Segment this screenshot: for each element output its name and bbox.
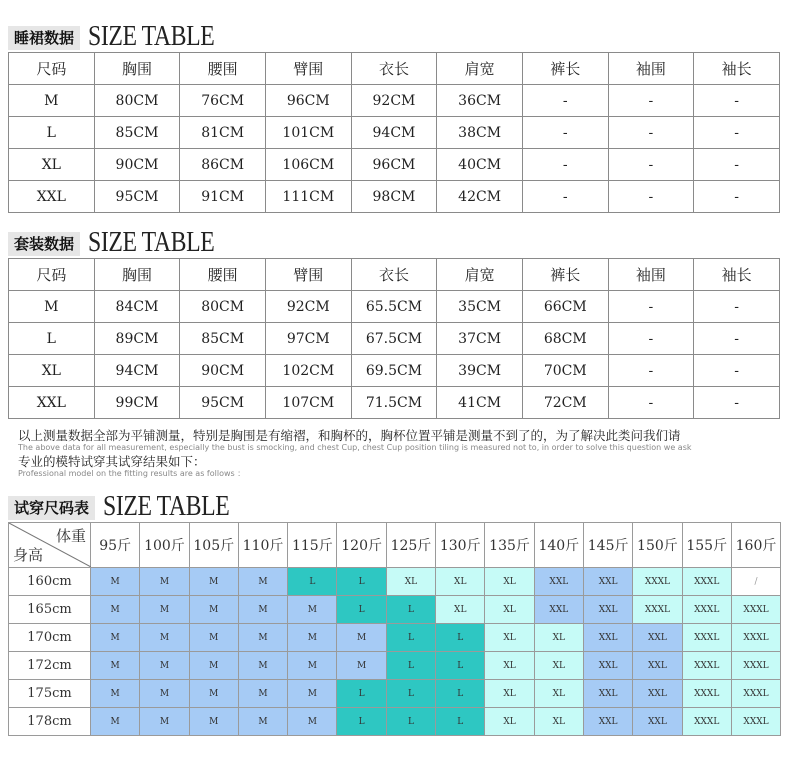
fit-size-cell: XXL [583, 568, 632, 596]
measurement-cell: 94CM [351, 117, 437, 149]
fit-size-cell: M [288, 680, 337, 708]
measurement-cell: 38CM [437, 117, 523, 149]
weight-header: 120斤 [337, 523, 386, 568]
fit-size-cell: M [140, 568, 189, 596]
fit-size-cell: L [386, 652, 435, 680]
height-label-cell: 165cm [9, 596, 91, 624]
measurement-cell: 89CM [94, 323, 180, 355]
height-label-cell: 178cm [9, 708, 91, 736]
measurement-cell: 71.5CM [351, 387, 437, 419]
measurement-cell: 85CM [94, 117, 180, 149]
fit-size-cell: M [189, 568, 238, 596]
fit-size-cell: XXL [534, 568, 583, 596]
measurement-cell: 94CM [94, 355, 180, 387]
measurement-cell: - [694, 291, 780, 323]
fit-size-cell: M [140, 680, 189, 708]
measurement-cell: 80CM [180, 291, 266, 323]
weight-header: 130斤 [436, 523, 485, 568]
fit-size-cell: L [386, 680, 435, 708]
measurement-cell: 98CM [351, 181, 437, 213]
corner-header-cell [9, 523, 91, 568]
measurement-cell: - [608, 117, 694, 149]
fit-size-cell: XL [485, 596, 534, 624]
column-header: 裤长 [522, 259, 608, 291]
measurement-cell: 40CM [437, 149, 523, 181]
measurement-cell: - [522, 181, 608, 213]
weight-header: 100斤 [140, 523, 189, 568]
measurement-cell: 85CM [180, 323, 266, 355]
fit-size-cell: XXXL [682, 708, 731, 736]
weight-header: 150斤 [633, 523, 682, 568]
fit-size-cell: M [238, 680, 287, 708]
fit-size-cell: L [337, 568, 386, 596]
column-header: 裤长 [522, 53, 608, 85]
fit-size-cell: M [140, 652, 189, 680]
size-label-cell: L [9, 323, 95, 355]
fit-size-cell: M [91, 596, 140, 624]
measurement-cell: 90CM [94, 149, 180, 181]
weight-header: 160斤 [731, 523, 780, 568]
measurement-cell: - [694, 85, 780, 117]
column-header: 臂围 [265, 259, 351, 291]
weight-header: 95斤 [91, 523, 140, 568]
column-header: 袖长 [694, 259, 780, 291]
size-label-cell: M [9, 85, 95, 117]
section-header [8, 226, 780, 256]
fit-size-cell: XXXL [682, 680, 731, 708]
fit-size-cell: M [189, 624, 238, 652]
column-header: 腰围 [180, 53, 266, 85]
column-header: 袖长 [694, 53, 780, 85]
measurement-cell: 96CM [265, 85, 351, 117]
fit-size-cell: XL [534, 624, 583, 652]
height-label-cell: 160cm [9, 568, 91, 596]
fit-size-cell: M [140, 596, 189, 624]
measurement-cell: - [694, 323, 780, 355]
fit-size-cell: M [238, 652, 287, 680]
height-row [9, 680, 781, 708]
column-header: 袖围 [608, 259, 694, 291]
model-note [18, 452, 788, 478]
fit-size-cell: XXXL [731, 680, 780, 708]
measurement-cell: - [608, 355, 694, 387]
measurement-cell: 91CM [180, 181, 266, 213]
fit-size-cell: M [238, 568, 287, 596]
fit-size-cell: M [91, 652, 140, 680]
fit-size-cell: L [337, 680, 386, 708]
measurement-cell: 95CM [180, 387, 266, 419]
note-english: The above data for all measurement, especially the bust is smocking, and chest Cup, chest Cup position tiling is measured not to, in order to solve this question we ask [18, 443, 692, 452]
fit-size-cell: M [91, 624, 140, 652]
table-header-row [9, 53, 780, 85]
fit-size-cell: XL [485, 652, 534, 680]
fit-size-cell: M [189, 596, 238, 624]
section-header [8, 490, 780, 520]
fit-size-cell: L [436, 708, 485, 736]
fit-size-cell: M [238, 708, 287, 736]
fit-size-cell: XXXL [633, 568, 682, 596]
measurement-cell: 99CM [94, 387, 180, 419]
measurement-cell: 41CM [437, 387, 523, 419]
section-label: 套装数据 [8, 232, 80, 256]
measurement-cell: 106CM [265, 149, 351, 181]
nightdress-size-section [8, 20, 780, 213]
column-header: 臂围 [265, 53, 351, 85]
weight-header: 125斤 [386, 523, 435, 568]
measurement-cell: - [694, 149, 780, 181]
measurement-cell: 84CM [94, 291, 180, 323]
fit-size-cell: XL [485, 680, 534, 708]
measurement-cell: - [522, 117, 608, 149]
weight-header: 140斤 [534, 523, 583, 568]
fitting-size-table [8, 522, 781, 736]
fit-size-cell: L [436, 624, 485, 652]
measurement-cell: 92CM [265, 291, 351, 323]
section-title: SIZE TABLE [103, 490, 230, 522]
column-header: 腰围 [180, 259, 266, 291]
fit-size-cell: XXL [633, 680, 682, 708]
fit-size-cell: M [288, 708, 337, 736]
table-row [9, 291, 780, 323]
fit-size-cell: XXL [633, 708, 682, 736]
fit-size-cell: L [386, 596, 435, 624]
section-label: 试穿尺码表 [8, 496, 95, 520]
fit-size-cell: XXL [583, 708, 632, 736]
measurement-cell: 86CM [180, 149, 266, 181]
fit-size-cell: XL [386, 568, 435, 596]
fit-size-cell: XXXL [731, 624, 780, 652]
weight-header-row [9, 523, 781, 568]
fit-size-cell: XL [485, 708, 534, 736]
table-header-row [9, 259, 780, 291]
fit-size-cell: L [337, 708, 386, 736]
table-row [9, 387, 780, 419]
measurement-cell: 36CM [437, 85, 523, 117]
column-header: 肩宽 [437, 53, 523, 85]
measurement-cell: - [608, 85, 694, 117]
fit-size-cell: XXL [633, 652, 682, 680]
measurement-cell: - [522, 149, 608, 181]
table-row [9, 149, 780, 181]
size-label-cell: L [9, 117, 95, 149]
fit-size-cell: M [288, 652, 337, 680]
size-label-cell: XXL [9, 387, 95, 419]
measurement-cell: 90CM [180, 355, 266, 387]
set-size-table [8, 258, 780, 419]
fit-size-cell: M [238, 624, 287, 652]
measurement-cell: 69.5CM [351, 355, 437, 387]
fit-size-cell: XXL [583, 624, 632, 652]
table-row [9, 181, 780, 213]
fit-size-cell: XXXL [633, 596, 682, 624]
fit-size-cell: L [288, 568, 337, 596]
height-label-cell: 175cm [9, 680, 91, 708]
fit-size-cell: L [337, 596, 386, 624]
measurement-cell: - [608, 387, 694, 419]
measurement-cell: 96CM [351, 149, 437, 181]
measurement-cell: 95CM [94, 181, 180, 213]
fit-size-cell: XL [436, 596, 485, 624]
height-axis-label: 身高 [13, 546, 44, 564]
size-label-cell: XL [9, 149, 95, 181]
measurement-cell: - [694, 387, 780, 419]
measurement-cell: 67.5CM [351, 323, 437, 355]
weight-header: 105斤 [189, 523, 238, 568]
height-row [9, 624, 781, 652]
measurement-cell: - [694, 355, 780, 387]
fit-size-cell: / [731, 568, 780, 596]
set-size-section [8, 226, 780, 419]
height-row [9, 596, 781, 624]
table-row [9, 117, 780, 149]
fit-size-cell: M [238, 596, 287, 624]
weight-header: 135斤 [485, 523, 534, 568]
measurement-cell: - [608, 291, 694, 323]
fit-size-cell: M [337, 652, 386, 680]
measurement-cell: 111CM [265, 181, 351, 213]
measurement-cell: 81CM [180, 117, 266, 149]
fit-size-cell: XXXL [682, 596, 731, 624]
section-title: SIZE TABLE [88, 20, 215, 52]
measurement-cell: 107CM [265, 387, 351, 419]
measurement-cell: - [608, 149, 694, 181]
height-label-cell: 172cm [9, 652, 91, 680]
column-header: 胸围 [94, 259, 180, 291]
measurement-cell: 37CM [437, 323, 523, 355]
nightdress-size-table [8, 52, 780, 213]
note-chinese: 专业的模特试穿其试穿结果如下： [18, 454, 206, 469]
column-header: 衣长 [351, 259, 437, 291]
fit-size-cell: XXXL [682, 568, 731, 596]
height-label-cell: 170cm [9, 624, 91, 652]
table-row [9, 355, 780, 387]
measurement-cell: 101CM [265, 117, 351, 149]
measurement-cell: 65.5CM [351, 291, 437, 323]
fitting-size-section [8, 490, 780, 736]
fit-size-cell: XXXL [731, 652, 780, 680]
fit-size-cell: M [140, 708, 189, 736]
fit-size-cell: L [386, 624, 435, 652]
note-english: Professional model on the fitting results are as follows ： [18, 469, 246, 478]
measurement-cell: - [608, 181, 694, 213]
fit-size-cell: M [288, 596, 337, 624]
fit-size-cell: M [189, 680, 238, 708]
fit-size-cell: M [91, 708, 140, 736]
height-row [9, 652, 781, 680]
fit-size-cell: L [436, 680, 485, 708]
fit-size-cell: L [436, 652, 485, 680]
weight-header: 110斤 [238, 523, 287, 568]
column-header: 衣长 [351, 53, 437, 85]
column-header: 尺码 [9, 53, 95, 85]
fit-size-cell: XXXL [682, 652, 731, 680]
fit-size-cell: XL [534, 680, 583, 708]
height-row [9, 708, 781, 736]
fit-size-cell: XL [485, 568, 534, 596]
table-row [9, 323, 780, 355]
fit-size-cell: XXL [583, 596, 632, 624]
fit-size-cell: M [140, 624, 189, 652]
fit-size-cell: M [288, 624, 337, 652]
fit-size-cell: M [91, 680, 140, 708]
measurement-cell: 39CM [437, 355, 523, 387]
measurement-cell: - [522, 85, 608, 117]
fit-size-cell: XL [534, 652, 583, 680]
fit-size-cell: XXL [633, 624, 682, 652]
measurement-cell: 42CM [437, 181, 523, 213]
fit-size-cell: XXL [583, 652, 632, 680]
fit-size-cell: L [386, 708, 435, 736]
section-title: SIZE TABLE [88, 226, 215, 258]
weight-axis-label: 体重 [55, 527, 86, 545]
measurement-cell: 76CM [180, 85, 266, 117]
measurement-cell: - [608, 323, 694, 355]
fit-size-cell: XXL [534, 596, 583, 624]
column-header: 尺码 [9, 259, 95, 291]
size-label-cell: M [9, 291, 95, 323]
weight-header: 155斤 [682, 523, 731, 568]
measurement-cell: 66CM [522, 291, 608, 323]
height-row [9, 568, 781, 596]
fit-size-cell: M [189, 652, 238, 680]
weight-header: 115斤 [288, 523, 337, 568]
measurement-cell: - [694, 181, 780, 213]
measurement-cell: 80CM [94, 85, 180, 117]
measurement-cell: - [694, 117, 780, 149]
size-label-cell: XXL [9, 181, 95, 213]
fit-size-cell: XXXL [682, 624, 731, 652]
measurement-cell: 70CM [522, 355, 608, 387]
fit-size-cell: M [337, 624, 386, 652]
weight-header: 145斤 [583, 523, 632, 568]
measurement-cell: 72CM [522, 387, 608, 419]
section-label: 睡裙数据 [8, 26, 80, 50]
column-header: 袖围 [608, 53, 694, 85]
fit-size-cell: XXXL [731, 708, 780, 736]
measurement-note [18, 426, 788, 452]
column-header: 肩宽 [437, 259, 523, 291]
fit-size-cell: XL [534, 708, 583, 736]
fit-size-cell: M [189, 708, 238, 736]
measurement-cell: 97CM [265, 323, 351, 355]
column-header: 胸围 [94, 53, 180, 85]
measurement-cell: 92CM [351, 85, 437, 117]
fit-size-cell: XXL [583, 680, 632, 708]
note-chinese: 以上测量数据全部为平铺测量，特别是胸围是有缩褶，和胸杯的，胸杯位置平铺是测量不到了的，为了解决此类问我们请 [18, 428, 681, 443]
fit-size-cell: XL [436, 568, 485, 596]
measurement-cell: 102CM [265, 355, 351, 387]
section-header [8, 20, 780, 50]
measurement-cell: 35CM [437, 291, 523, 323]
fit-size-cell: M [91, 568, 140, 596]
fit-size-cell: XL [485, 624, 534, 652]
size-label-cell: XL [9, 355, 95, 387]
fit-size-cell: XXXL [731, 596, 780, 624]
table-row [9, 85, 780, 117]
measurement-cell: 68CM [522, 323, 608, 355]
